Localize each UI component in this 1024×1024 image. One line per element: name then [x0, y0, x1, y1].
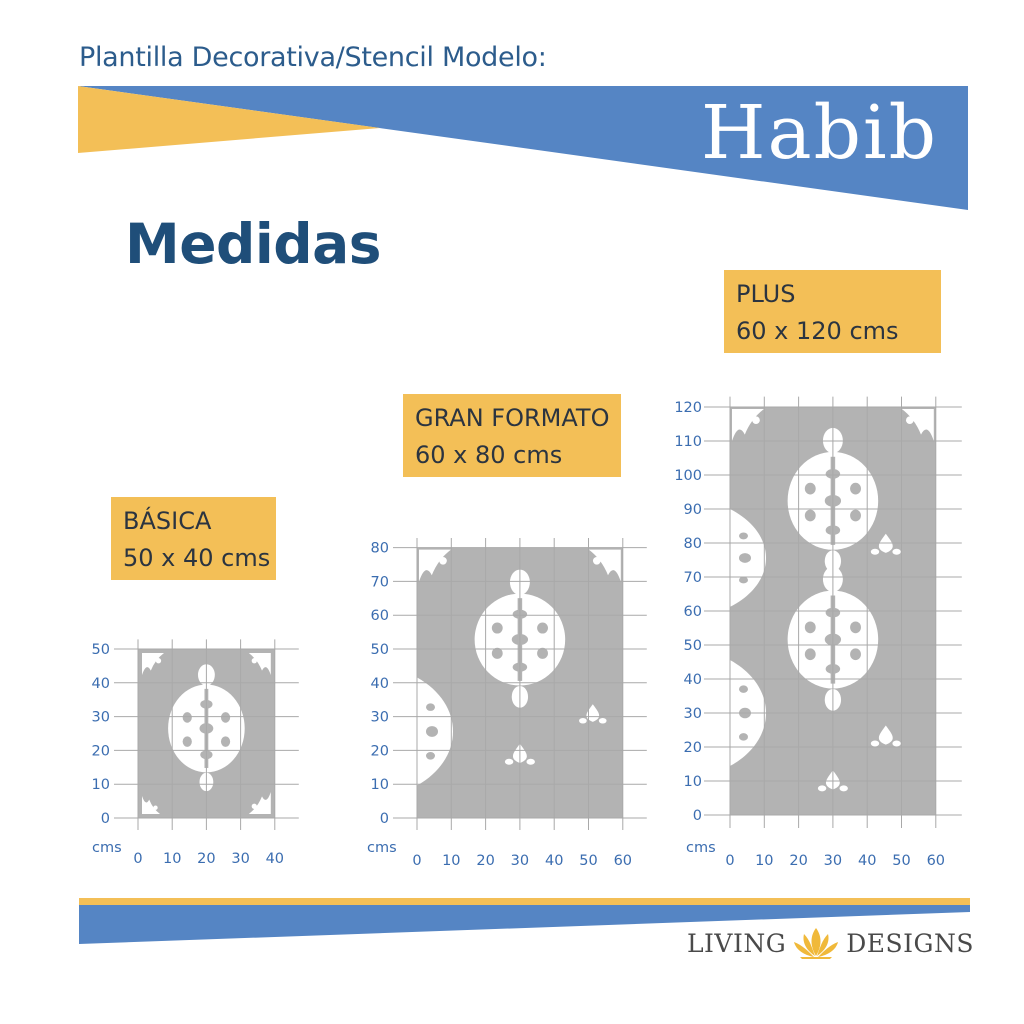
x-tick-label: 10 [755, 853, 774, 869]
y-tick-label: 50 [683, 638, 702, 654]
y-tick-label: 60 [370, 608, 389, 625]
x-tick-label: 0 [725, 853, 735, 869]
y-tick-label: 70 [683, 570, 702, 586]
y-tick-label: 0 [100, 811, 110, 827]
y-tick-label: 10 [370, 777, 389, 794]
model-name: Habib [700, 90, 938, 176]
x-tick-label: 10 [162, 851, 182, 867]
y-tick-label: 100 [674, 468, 702, 484]
y-tick-label: 30 [370, 709, 389, 726]
x-tick-label: 20 [476, 853, 495, 869]
y-tick-label: 90 [683, 502, 702, 518]
y-tick-label: 20 [370, 743, 389, 760]
y-tick-label: 20 [683, 740, 702, 756]
y-tick-label: 10 [91, 777, 110, 794]
unit-label: cms [92, 840, 122, 856]
unit-label: cms [367, 840, 397, 856]
size-dims: 60 x 80 cms [415, 441, 563, 469]
bottom-banner-yellow [79, 898, 970, 905]
x-tick-label: 0 [412, 853, 422, 869]
y-tick-label: 120 [674, 400, 702, 416]
size-name: GRAN FORMATO [415, 404, 610, 432]
y-tick-label: 60 [683, 604, 702, 620]
x-tick-label: 40 [857, 853, 877, 869]
y-tick-label: 110 [674, 434, 702, 450]
size-name: BÁSICA [123, 507, 212, 535]
lotus-icon [790, 926, 842, 960]
brand-logo [687, 926, 974, 960]
y-tick-label: 50 [370, 642, 389, 658]
x-tick-label: 50 [579, 853, 598, 869]
size-name: PLUS [736, 280, 796, 308]
x-tick-label: 0 [133, 851, 143, 867]
y-tick-label: 70 [370, 574, 389, 591]
x-tick-label: 30 [231, 851, 250, 867]
y-tick-label: 40 [683, 672, 702, 688]
x-tick-label: 30 [510, 853, 530, 869]
brand-right: DESIGNS [846, 928, 974, 958]
y-tick-label: 40 [91, 675, 110, 692]
y-tick-label: 10 [683, 774, 702, 790]
y-tick-label: 40 [370, 675, 389, 692]
x-tick-label: 60 [926, 853, 946, 869]
y-tick-label: 80 [370, 540, 389, 557]
y-tick-label: 20 [91, 743, 110, 760]
x-tick-label: 20 [789, 853, 808, 869]
y-tick-label: 0 [692, 808, 702, 824]
x-tick-label: 40 [544, 853, 564, 869]
x-tick-label: 40 [265, 851, 285, 867]
y-tick-label: 30 [683, 706, 702, 722]
y-tick-label: 30 [91, 709, 110, 726]
x-tick-label: 20 [197, 851, 216, 867]
x-tick-label: 60 [613, 853, 633, 869]
y-tick-label: 50 [91, 642, 110, 658]
section-title: Medidas [125, 212, 381, 276]
y-tick-label: 0 [379, 811, 389, 827]
brand-left: LIVING [686, 928, 787, 958]
size-dims: 50 x 40 cms [123, 544, 271, 572]
x-tick-label: 30 [823, 853, 843, 869]
header-label: Plantilla Decorativa/Stencil Modelo: [79, 42, 547, 73]
size-dims: 60 x 120 cms [736, 317, 899, 345]
unit-label: cms [686, 840, 716, 856]
x-tick-label: 50 [892, 853, 911, 869]
x-tick-label: 10 [442, 853, 461, 869]
y-tick-label: 80 [683, 536, 702, 552]
